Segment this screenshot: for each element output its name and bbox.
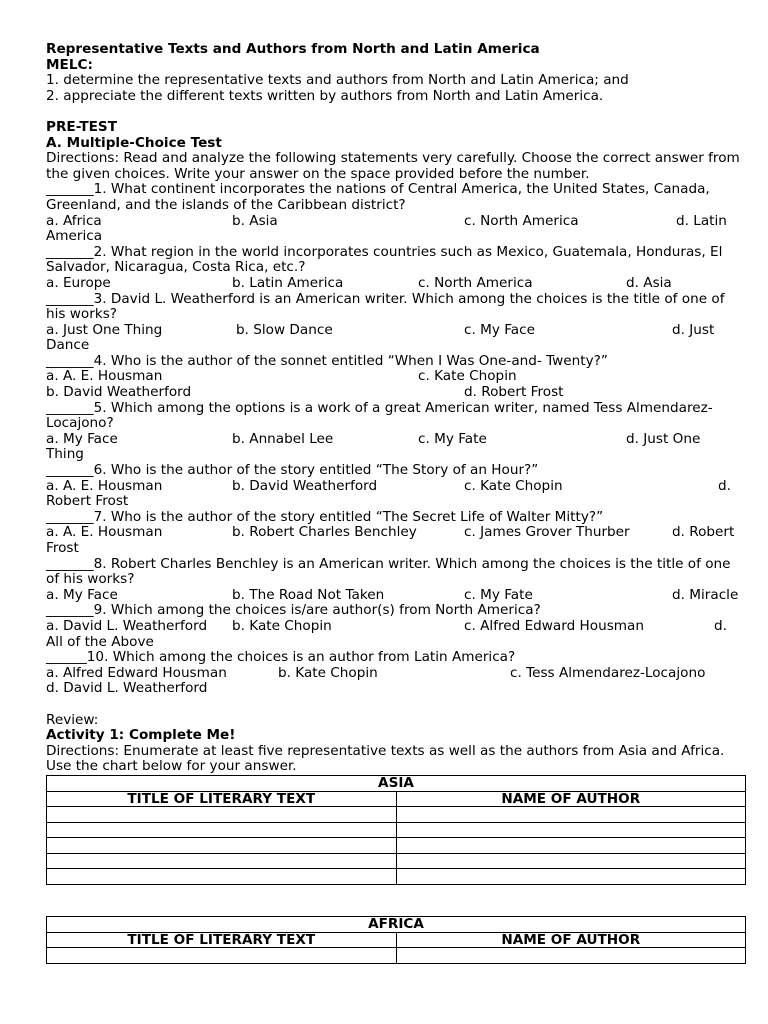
answer-cell[interactable]	[396, 853, 746, 869]
table-title: AFRICA	[47, 917, 746, 933]
spacer	[46, 104, 746, 120]
choice-b: b. Kate Chopin	[232, 617, 332, 634]
question-2: _______2. What region in the world incorporates countries such as Mexico, Guatemala, Honduras, El Salvador, Nicaragua, Costa Rica, etc.?	[46, 243, 723, 276]
column-header-author: NAME OF AUTHOR	[396, 791, 746, 807]
choice-b: b. Slow Dance	[236, 321, 333, 338]
choice-d: d. Latin	[676, 212, 727, 229]
section-heading: A. Multiple-Choice Test	[46, 134, 222, 151]
answer-cell[interactable]	[47, 869, 397, 885]
choice-b: b. Asia	[232, 212, 278, 229]
choice-a: a. A. E. Housman	[46, 477, 163, 494]
choice-d: d. Miracle	[672, 586, 739, 603]
choice-c: c. My Fate	[464, 586, 533, 603]
choice-c: c. North America	[418, 274, 533, 291]
review-label: Review:	[46, 711, 99, 728]
answer-cell[interactable]	[47, 838, 397, 854]
choice-d: d.	[714, 617, 727, 634]
choice-a: a. David L. Weatherford	[46, 617, 208, 634]
question-9: _______9. Which among the choices is/are author(s) from North America?	[46, 602, 541, 619]
choice-c: c. Alfred Edward Housman	[464, 617, 644, 634]
pretest-label: PRE-TEST	[46, 118, 117, 135]
choices-row	[46, 588, 746, 604]
choices-row	[46, 385, 746, 401]
answer-cell[interactable]	[396, 869, 746, 885]
choices-row	[46, 276, 746, 292]
question-6: _______6. Who is the author of the story entitled “The Story of an Hour?”	[46, 462, 539, 479]
spacer	[46, 697, 746, 713]
table-row	[47, 948, 746, 964]
choices-row	[46, 323, 746, 339]
choice-c: c. My Fate	[418, 430, 487, 447]
choice-b: b. The Road Not Taken	[232, 586, 385, 603]
choices-row	[46, 479, 746, 495]
choice-d-continued: Dance	[46, 337, 90, 354]
answer-cell[interactable]	[396, 822, 746, 838]
column-header-author: NAME OF AUTHOR	[396, 932, 746, 948]
choice-a: a. A. E. Housman	[46, 368, 163, 385]
choices-row	[46, 525, 746, 541]
asia-answer-table	[46, 775, 746, 885]
document-title: Representative Texts and Authors from North and Latin America	[46, 41, 540, 57]
choices-row	[46, 432, 746, 448]
choice-c: c. My Face	[464, 321, 535, 338]
table-row	[47, 838, 746, 854]
answer-cell[interactable]	[396, 807, 746, 823]
choice-b: b. David Weatherford	[46, 384, 192, 401]
choice-b: b. Latin America	[232, 274, 344, 291]
answer-cell[interactable]	[47, 853, 397, 869]
question-7: _______7. Who is the author of the story entitled “The Secret Life of Walter Mitty?”	[46, 508, 604, 525]
activity-directions: Directions: Enumerate at least five representative texts as well as the authors from Asia and Africa. Use the chart below for your answer.	[46, 742, 725, 775]
choice-d: d. David L. Weatherford	[46, 680, 208, 697]
spacer	[46, 885, 746, 916]
choice-a: a. A. E. Housman	[46, 524, 163, 541]
melc-item: 1. determine the representative texts and authors from North and Latin America; and	[46, 72, 629, 89]
choices-row	[46, 369, 746, 385]
table-row	[47, 822, 746, 838]
question-4: _______4. Who is the author of the sonnet entitled “When I Was One-and- Twenty?”	[46, 352, 608, 369]
choice-b: b. Annabel Lee	[232, 430, 334, 447]
choice-c: c. Tess Almendarez-Locajono	[510, 664, 706, 681]
table-row	[47, 869, 746, 885]
melc-label: MELC:	[46, 56, 93, 73]
question-3: _______3. David L. Weatherford is an American writer. Which among the choices is the title of one of his works?	[46, 290, 725, 323]
worksheet-page	[46, 42, 746, 964]
choice-c: c. North America	[464, 212, 579, 229]
choice-b: b. Robert Charles Benchley	[232, 524, 417, 541]
choice-a: a. Europe	[46, 274, 111, 291]
choice-c: c. James Grover Thurber	[464, 524, 630, 541]
choice-d: d. Just	[672, 321, 715, 338]
choice-d-continued: All of the Above	[46, 633, 154, 650]
choice-d: d.	[718, 477, 731, 494]
answer-cell[interactable]	[47, 807, 397, 823]
table-row	[47, 853, 746, 869]
answer-cell[interactable]	[396, 948, 746, 964]
choice-d-continued: Frost	[46, 540, 79, 556]
choice-d-continued: Robert Frost	[46, 493, 129, 510]
choice-a: a. Alfred Edward Housman	[46, 664, 227, 681]
choice-a: a. Just One Thing	[46, 321, 163, 338]
activity-title: Activity 1: Complete Me!	[46, 727, 236, 744]
choice-a: a. Africa	[46, 212, 102, 229]
directions-text: Directions: Read and analyze the following statements very carefully. Choose the correct answer from the given choices. Write your answer on the space provided before the number.	[46, 150, 740, 182]
column-header-title: TITLE OF LITERARY TEXT	[47, 791, 397, 807]
choice-d: d. Robert Frost	[464, 384, 564, 401]
choice-d: d. Asia	[626, 274, 672, 291]
answer-cell[interactable]	[47, 822, 397, 838]
melc-item: 2. appreciate the different texts written by authors from North and Latin America.	[46, 87, 604, 104]
choice-a: a. My Face	[46, 430, 118, 447]
choice-a: a. My Face	[46, 586, 118, 603]
choice-d-continued: America	[46, 228, 103, 245]
answer-cell[interactable]	[396, 838, 746, 854]
africa-answer-table	[46, 916, 746, 964]
choices-row	[46, 619, 746, 635]
choice-b: b. David Weatherford	[232, 477, 378, 494]
question-5: _______5. Which among the options is a work of a great American writer, named Tess Almendarez-Locajono?	[46, 399, 713, 432]
choices-row	[46, 214, 746, 230]
table-title: ASIA	[47, 775, 746, 791]
answer-cell[interactable]	[47, 948, 397, 964]
question-1: _______1. What continent incorporates the nations of Central America, the United States, Canada, Greenland, and the islands of the Caribbean district?	[46, 181, 710, 213]
choices-row	[46, 666, 746, 682]
choice-d-continued: Thing	[46, 446, 84, 463]
choice-b: b. Kate Chopin	[278, 664, 378, 681]
choice-c: c. Kate Chopin	[464, 477, 563, 494]
choice-d: d. Just One	[626, 430, 701, 447]
question-10: ______10. Which among the choices is an author from Latin America?	[46, 649, 516, 666]
table-row	[47, 807, 746, 823]
choice-c: c. Kate Chopin	[418, 368, 517, 385]
choice-d: d. Robert	[672, 524, 735, 541]
question-8: _______8. Robert Charles Benchley is an American writer. Which among the choices is the title of one of his works?	[46, 555, 731, 588]
column-header-title: TITLE OF LITERARY TEXT	[47, 932, 397, 948]
